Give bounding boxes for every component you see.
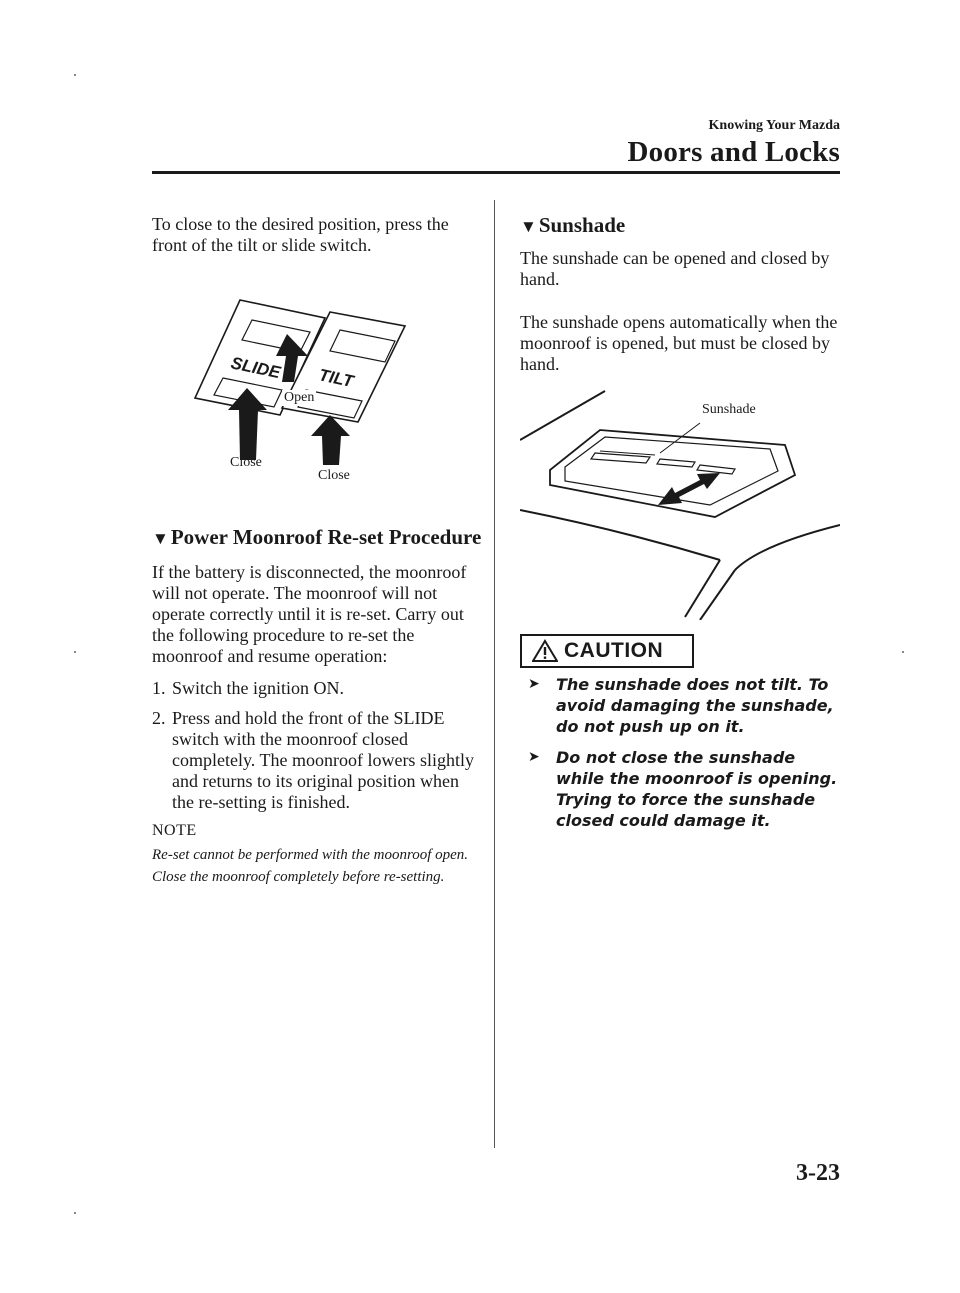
reset-heading	[152, 524, 482, 552]
caution-list	[528, 674, 848, 831]
crop-mark	[74, 651, 76, 653]
triangle-down-icon: ▼	[152, 529, 169, 548]
reset-intro: If the battery is disconnected, the moonroof will not operate. The moonroof will not operate correctly until it is re-set. Carry out the following procedure to re-set the moonroof and resume operation:	[152, 562, 467, 666]
page-number: 3-23	[796, 1160, 840, 1186]
sunshade-paragraph-2: The sunshade opens automatically when the moonroof is opened, but must be closed by hand.	[520, 312, 838, 374]
warning-icon	[532, 639, 558, 663]
close-arrow-right-icon	[311, 415, 350, 465]
crop-mark	[74, 1212, 76, 1214]
arrowhead-icon: ➤	[528, 749, 540, 765]
list-item	[152, 708, 474, 813]
slide-switch-label: SLIDE	[229, 353, 283, 383]
reset-heading-text: Power Moonroof Re-set Procedure	[170, 525, 482, 549]
header-divider	[152, 171, 840, 174]
list-item	[528, 674, 848, 737]
page-title: Doors and Locks	[627, 136, 840, 168]
caution-text: Do not close the sunshade while the moonroof is opening. Trying to force the sunshade closed could damage it.	[556, 748, 838, 830]
sunshade-label: Sunshade	[702, 402, 756, 417]
close-label-right: Close	[318, 468, 350, 483]
triangle-down-icon: ▼	[520, 217, 537, 236]
open-label: Open	[284, 390, 315, 405]
caution-text: The sunshade does not tilt. To avoid damaging the sunshade, do not push up on it.	[556, 675, 834, 736]
note-title: NOTE	[152, 822, 197, 839]
crop-mark	[74, 74, 76, 76]
close-label-left: Close	[230, 455, 262, 470]
step-text: Press and hold the front of the SLIDE switch with the moonroof closed completely. The moonroof lowers slightly and returns to its original position when the re-setting is finished.	[172, 708, 474, 812]
sunshade-figure	[520, 385, 840, 620]
sunshade-heading	[520, 212, 840, 240]
step-number: 1.	[152, 678, 166, 698]
section-label: Knowing Your Mazda	[708, 118, 840, 133]
caution-box	[520, 634, 694, 668]
sunshade-illustration	[520, 385, 840, 620]
arrowhead-icon: ➤	[528, 676, 540, 692]
sunshade-paragraph-1: The sunshade can be opened and closed by hand.	[520, 248, 830, 289]
caution-label: CAUTION	[564, 639, 664, 662]
tilt-switch-label: TILT	[317, 365, 355, 392]
list-item	[528, 747, 848, 831]
note-text: Re-set cannot be performed with the moonroof open. Close the moonroof completely before re-setting.	[152, 847, 469, 885]
intro-paragraph: To close to the desired position, press the front of the tilt or slide switch.	[152, 214, 449, 255]
list-item	[152, 678, 474, 699]
crop-mark	[902, 651, 904, 653]
column-divider	[494, 200, 495, 1148]
step-text: Switch the ignition ON.	[172, 678, 344, 698]
step-number: 2.	[152, 708, 166, 728]
sunshade-heading-text: Sunshade	[538, 213, 626, 237]
